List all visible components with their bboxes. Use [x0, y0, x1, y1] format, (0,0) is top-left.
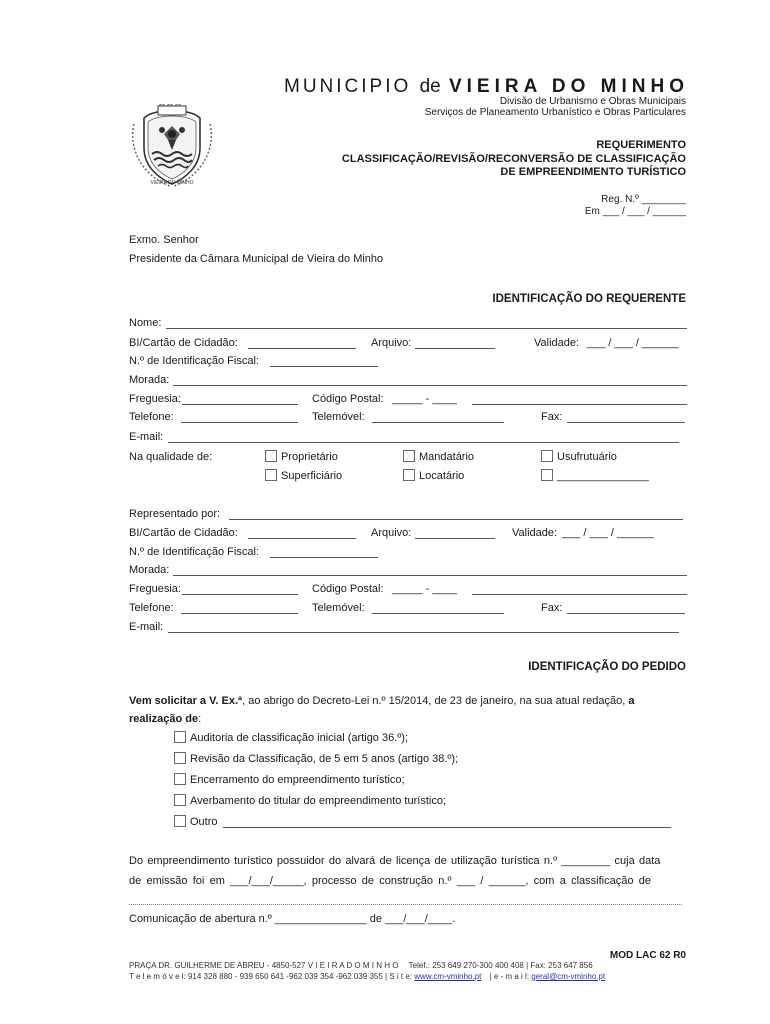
bi-field[interactable]: [248, 348, 356, 349]
intro-text: , ao abrigo do Decreto-Lei n.º 15/2014, de 23 de janeiro, na sua atual redação,: [242, 695, 626, 707]
usufrutuario-checkbox[interactable]: [541, 450, 553, 462]
superficiario-checkbox[interactable]: [265, 469, 277, 481]
document-title-line-2: DE EMPREENDIMENTO TURÍSTICO: [500, 166, 686, 178]
email-field[interactable]: [168, 442, 679, 443]
section-heading-pedido: IDENTIFICAÇÃO DO PEDIDO: [528, 661, 686, 673]
rep-validade-label: Validade:: [512, 527, 558, 539]
proprietario-label: Proprietário: [281, 451, 338, 463]
title-de: de: [419, 76, 441, 97]
rep-arquivo-label: Arquivo:: [371, 527, 412, 539]
footer-address: PRAÇA DR. GUILHERME DE ABREU - 4850-527 V I E I R A D O M I N H O: [129, 961, 399, 970]
rep-nif-label: N.º de Identificação Fiscal:: [129, 546, 259, 558]
pedido-intro-line-2: [129, 713, 201, 725]
revisao-label: Revisão da Classificação, de 5 em 5 anos (artigo 38.º);: [190, 753, 459, 765]
localidade-field[interactable]: [472, 404, 687, 405]
title-name: VIEIRA DO MINHO: [448, 76, 690, 97]
rep-telefone-field[interactable]: [181, 613, 298, 614]
classificacao-field[interactable]: [129, 904, 682, 905]
nif-field[interactable]: [270, 366, 378, 367]
telemovel-field[interactable]: [372, 422, 504, 423]
salutation-line-1: Exmo. Senhor: [129, 234, 199, 246]
salutation-line-2: Presidente da Câmara Municipal de Vieira do Minho: [129, 253, 384, 265]
rep-email-label: E-mail:: [129, 621, 164, 633]
averbamento-label: Averbamento do titular do empreendimento turístico;: [190, 795, 446, 807]
mandatario-label: Mandatário: [419, 451, 475, 463]
nif-label: N.º de Identificação Fiscal:: [129, 355, 259, 367]
validade-label: Validade:: [534, 337, 580, 349]
comunicacao-abertura[interactable]: Comunicação de abertura n.º _______________ de ___/___/____.: [129, 913, 456, 925]
rep-validade-field[interactable]: ___ / ___ / ______: [562, 527, 654, 539]
rep-freguesia-label: Freguesia:: [129, 583, 181, 595]
rep-fax-field[interactable]: [567, 613, 685, 614]
freguesia-field[interactable]: [182, 404, 298, 405]
rep-morada-label: Morada:: [129, 564, 170, 576]
rep-nif-field[interactable]: [270, 557, 378, 558]
section-heading-requerente: IDENTIFICAÇÃO DO REQUERENTE: [492, 293, 686, 305]
rep-localidade-field[interactable]: [472, 594, 687, 595]
department-line-1: Divisão de Urbanismo e Obras Municipais: [499, 96, 686, 107]
municipal-crest-logo: [130, 104, 214, 188]
rep-arquivo-field[interactable]: [415, 538, 495, 539]
telemovel-label: Telemóvel:: [312, 411, 365, 423]
proprietario-checkbox[interactable]: [265, 450, 277, 462]
intro-a: a: [628, 695, 635, 707]
nome-label: Nome:: [129, 317, 162, 329]
municipality-title: [284, 76, 689, 98]
rep-freguesia-field[interactable]: [182, 594, 298, 595]
rep-bi-field[interactable]: [248, 538, 356, 539]
registration-date: Em ___ / ___ / ______: [584, 206, 686, 217]
footer-phone-fax: Telef.: 253 649 270-300 400 408 | Fax: 253 647 856: [408, 961, 593, 970]
footer-address-line: [129, 961, 593, 970]
arquivo-label: Arquivo:: [371, 337, 412, 349]
arquivo-field[interactable]: [415, 348, 495, 349]
encerramento-label: Encerramento do empreendimento turístico;: [190, 774, 405, 786]
mandatario-checkbox[interactable]: [403, 450, 415, 462]
telefone-label: Telefone:: [129, 411, 174, 423]
outro-pedido-field[interactable]: [223, 827, 671, 828]
usufrutuario-label: Usufrutuário: [557, 451, 617, 463]
rep-telefone-label: Telefone:: [129, 602, 174, 614]
rep-telemovel-label: Telemóvel:: [312, 602, 365, 614]
footer-email-label: | e - m a i l:: [489, 972, 530, 981]
document-type: REQUERIMENTO: [596, 139, 686, 151]
outro-pedido-label: Outro: [190, 816, 218, 828]
department-line-2: Serviços de Planeamento Urbanístico e Obras Particulares: [424, 107, 686, 118]
averbamento-checkbox[interactable]: [174, 794, 186, 806]
locatario-checkbox[interactable]: [403, 469, 415, 481]
freguesia-label: Freguesia:: [129, 393, 181, 405]
rep-telemovel-field[interactable]: [372, 613, 504, 614]
rep-morada-field[interactable]: [173, 575, 687, 576]
validade-field[interactable]: ___ / ___ / ______: [587, 337, 679, 349]
email-label: E-mail:: [129, 431, 164, 443]
document-title-line-1: CLASSIFICAÇÃO/REVISÃO/RECONVERSÃO DE CLASSIFICAÇÃO: [341, 153, 686, 165]
fax-field[interactable]: [567, 422, 685, 423]
footer-mobile: T e l e m ó v e l: 914 328 880 - 939 650 641 -962 039 354 -962 039 355 | S i t e:: [129, 972, 413, 981]
form-code: MOD LAC 62 R0: [609, 950, 686, 961]
outro-pedido-checkbox[interactable]: [174, 815, 186, 827]
representado-field[interactable]: [229, 519, 683, 520]
footer-site-link[interactable]: www.cm-vminho.pt: [414, 972, 482, 981]
bi-label: BI/Cartão de Cidadão:: [129, 337, 238, 349]
pedido-intro: [129, 695, 635, 707]
outro-qualidade-field[interactable]: _______________: [557, 470, 649, 482]
footer-email-link[interactable]: geral@cm-vminho.pt: [531, 972, 606, 981]
morada-field[interactable]: [173, 385, 687, 386]
encerramento-checkbox[interactable]: [174, 773, 186, 785]
qualidade-label: Na qualidade de:: [129, 451, 213, 463]
rep-codigo-postal-field[interactable]: _____ - ____: [392, 583, 457, 595]
morada-label: Morada:: [129, 374, 170, 386]
registration-number: Reg. N.º ________: [601, 194, 686, 205]
rep-fax-label: Fax:: [541, 602, 563, 614]
nome-field[interactable]: [166, 328, 687, 329]
alvara-paragraph-line-1: Do empreendimento turístico possuidor do alvará de licença de utilização turística n.º ________ cuja data: [129, 855, 661, 867]
superficiario-label: Superficiário: [281, 470, 343, 482]
footer-contact-line: [129, 972, 605, 981]
svg-text:VIEIRA DO MINHO: VIEIRA DO MINHO: [150, 180, 194, 186]
representado-label: Representado por:: [129, 508, 221, 520]
auditoria-label: Auditoria de classificação inicial (artigo 36.º);: [190, 732, 409, 744]
locatario-label: Locatário: [419, 470, 465, 482]
alvara-paragraph-line-2: de emissão foi em ___/___/_____, processo de construção n.º ___ / ______, com a classificação de: [129, 875, 651, 887]
intro-bold: Vem solicitar a V. Ex.ª: [129, 695, 243, 707]
rep-bi-label: BI/Cartão de Cidadão:: [129, 527, 238, 539]
fax-label: Fax:: [541, 411, 563, 423]
outro-qualidade-checkbox[interactable]: [541, 469, 553, 481]
title-prefix: MUNICIPIO: [284, 76, 412, 97]
codigo-postal-field[interactable]: _____ - ____: [392, 393, 457, 405]
revisao-checkbox[interactable]: [174, 752, 186, 764]
codigo-postal-label: Código Postal:: [312, 393, 384, 405]
rep-codigo-postal-label: Código Postal:: [312, 583, 384, 595]
intro-colon: :: [198, 713, 202, 725]
rep-email-field[interactable]: [168, 632, 679, 633]
intro-bold-2: realização de: [129, 713, 199, 725]
telefone-field[interactable]: [181, 422, 298, 423]
auditoria-checkbox[interactable]: [174, 731, 186, 743]
